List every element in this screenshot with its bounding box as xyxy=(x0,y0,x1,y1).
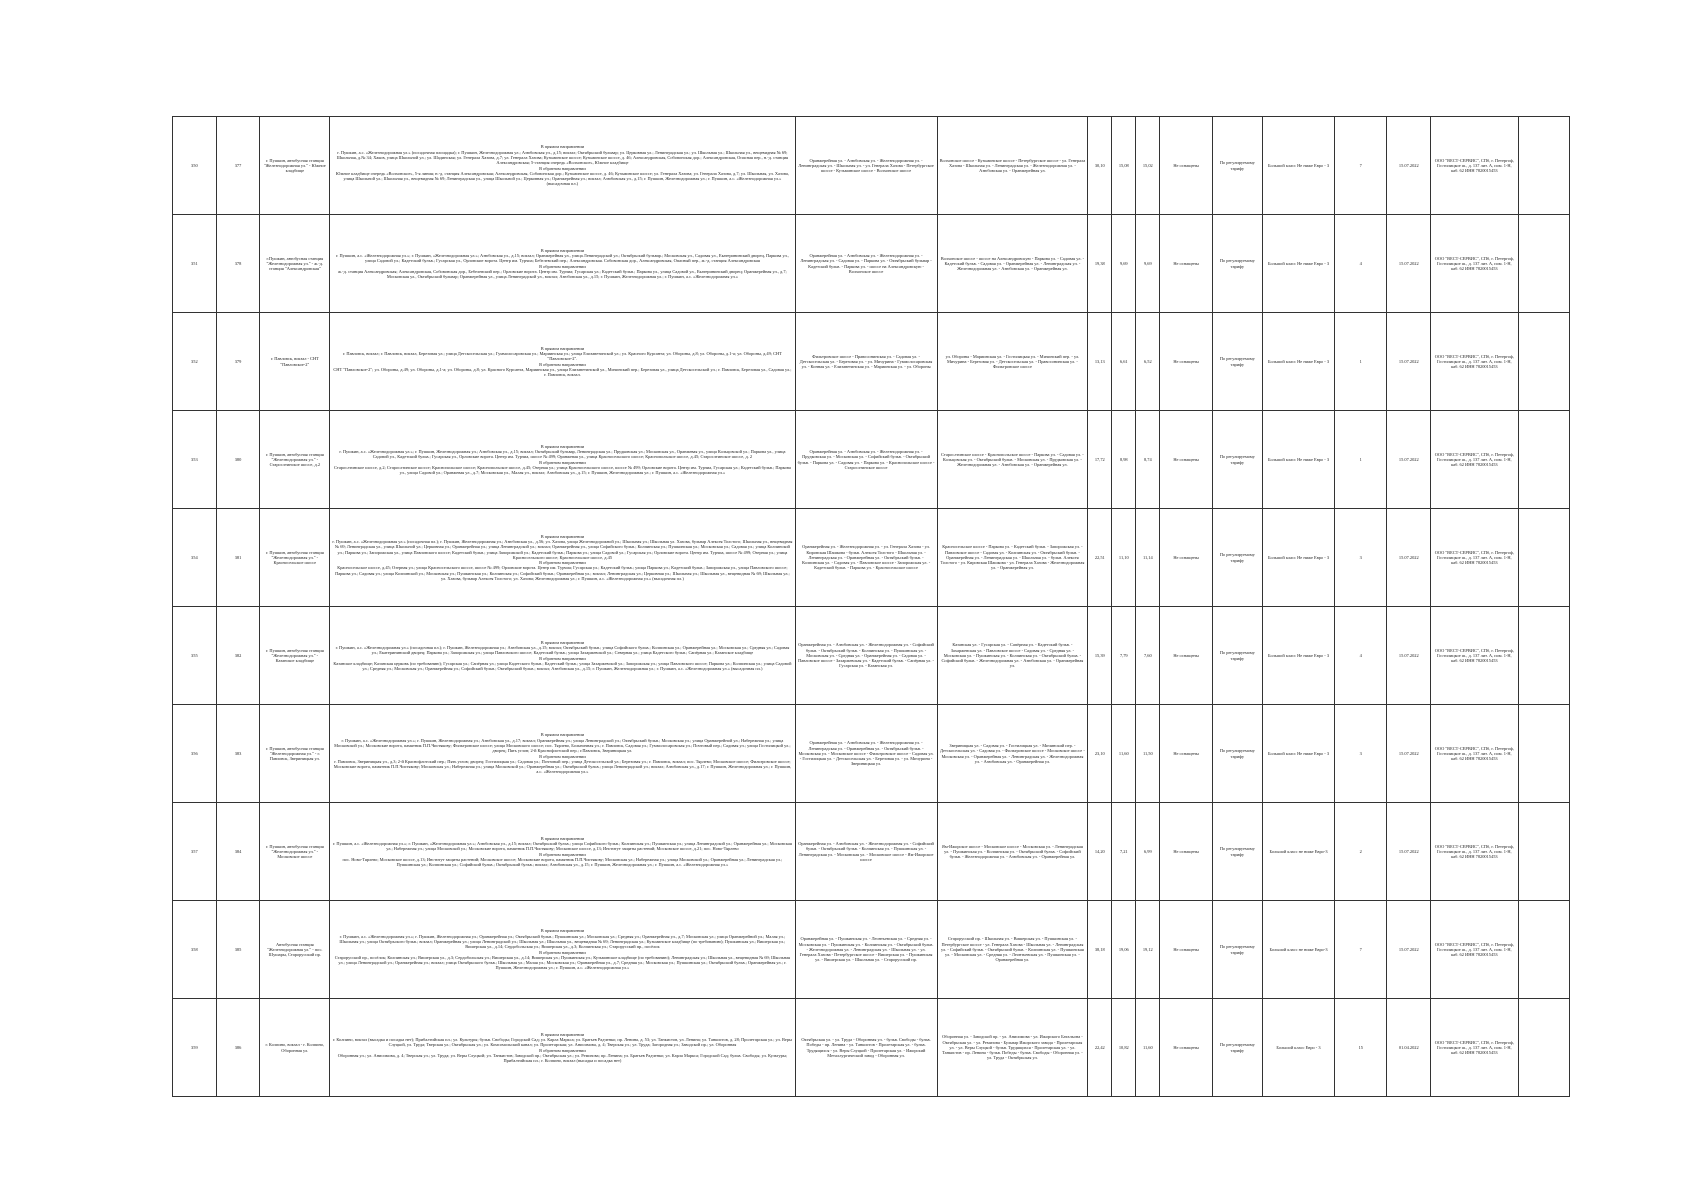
start-date-cell: 15.07.2022 xyxy=(1387,509,1431,607)
distance-forward-cell: 11,60 xyxy=(1112,705,1136,803)
streets-backward-cell: Волхонское шоссе - Кузьминское шоссе - Петербургское шоссе - ул. Генерала Хазова - Школьная ул. - Ленинградская ул. - Железнодорожная ул. - Азюбовская ул. - Оранжерейная ул. xyxy=(937,117,1088,215)
route-description-cell xyxy=(330,607,795,705)
tariff-cell: По регулируемому тарифу xyxy=(1212,313,1262,411)
table-row xyxy=(173,607,1570,705)
distance-forward-cell: 10,82 xyxy=(1112,999,1136,1097)
tariff-cell: По регулируемому тарифу xyxy=(1212,901,1262,999)
empty-cell xyxy=(1518,313,1569,411)
table-row xyxy=(173,999,1570,1097)
route-forward-text: г. Колпино, вокзал (высадка и посадка нет); Прибалтийская пл.; ул. Культуры; бульв. Свободы; Городской Сад; ул. Карла Маркса; ул. Братьев Радченко; пр. Ленина, д. 53; ул. Танкистов, ул. Ленина; ул. Танкистов, д. 28; Пролетарская ул.; ул. Веры Слуцкой, ул. Труда; Тверская ул.; Октябрьская ул.; ул. Комсомольский канал; ул. Пролетарская; ул. Анисимова, д. 4; Тверская ул.; ул. Труда; Загородная ул.; Заводской пр.; ул. Оборонная xyxy=(332,1036,792,1048)
streets-forward-cell: Оранжерейная ул. - Железнодорожная ул. - ул. Генерала Хазова - ул. Кировская Шашкова - бульв. Алексея Толстого - Школьная ул. - Ленинградская ул. - Оранжерейная ул. - Октябрьский бульв. - Колпинская ул. - Садовая ул. - Павловское шоссе - Запорожская ул. - Кадетский бульв. - Паркова ул. - Красносельское шоссе xyxy=(795,509,937,607)
streets-forward-cell: Оранжерейная ул. - Азюбовская ул. - Железнодорожная ул. - Софийский бульв. - Октябрьский бульв. - Колпинская ул. - Пушкинская ул. - Ленинградская ул. - Московская ул. - Московское шоссе - Ям-Ижорское шоссе xyxy=(795,803,937,901)
stop-equipment-cell: Не оснащены xyxy=(1160,705,1212,803)
vehicle-count-cell: 7 xyxy=(1335,117,1387,215)
empty-cell xyxy=(1518,999,1569,1097)
carrier-cell: ООО "ВЕСТ-СЕРВИС", СПб, г. Петергоф, Гостилицкое ш., д. 137 лит. А, пом. 1-Н, каб. 62 ИНН 7820015453 xyxy=(1431,509,1518,607)
carrier-cell: ООО "ВЕСТ-СЕРВИС", СПб, г. Петергоф, Гостилицкое ш., д. 137 лит. А, пом. 1-Н, каб. 62 ИНН 7820015453 xyxy=(1431,215,1518,313)
route-backward-text: Старослтинское шоссе, д.2; Старослтинское шоссе; Краснопольское шоссе; Краснопольское шоссе, д.45; Озерная ул.; улица Красносельского шоссе, шоссе № 499; Орловские ворота. Центр им. Турчиа, Гусарская ул.; Кадетский бульв.; Паркова ул., улица Садовой ул.; Оранжевая ул., д.7; Московская ул., Малая ул., вокзал; Азюбовская ул., д.15; г. Пушкин, Железнодорожная ул.; г. Пушкин, а.с. «Железнодорожная ул.» xyxy=(334,464,791,476)
route-backward-text: Старорусский пр., посёлок; Колпинская ул.; Вишерская ул., д.3; Сердобольская ул.; Вишерская ул., д.14; Вишерская ул.; Пушкинская ул.; Кузьминское кладбище (по требованию); Ленинградская ул.; Школьная ул., вещевидная № 69; Школьная ул.; улица Ленинградской ул.; Оранжерейная ул.; вокзал; улица Октябрьского бульв.; Школьная ул.; Малая ул.; Московская ул.; Оранжерейная ул., д.7; Средняя ул.; Московская ул.; Пушкинская ул.; Октябрьский бульв.; Оранжерейная ул.; г. Пушкин, Железнодорожная ул.; г. Пушкин, а.с. «Железнодорожная ул.» xyxy=(334,954,791,971)
table-row xyxy=(173,117,1570,215)
vehicle-class-cell: Большой класс Не ниже Евро - 3 xyxy=(1262,117,1334,215)
registration-number-cell: 377 xyxy=(216,117,260,215)
vehicle-count-cell: 4 xyxy=(1335,607,1387,705)
route-name-cell: г. Пушкин, автобусная станция "Железнодорожная ул." - Южное кладбище xyxy=(260,117,330,215)
distance-forward-cell: 19,06 xyxy=(1112,901,1136,999)
streets-forward-cell: Оранжерейная ул. - Азюбовская ул. - Железнодорожная ул. - Ленинградская ул. - Садовая ул. - Паркова ул. - Октябрьский бульвар - Кадетский бульв. - Паркова ул. - шоссе на Александровскую - Волхонское шоссе xyxy=(795,215,937,313)
streets-forward-cell: Оранжерейная ул. - Азюбовская ул. - Железнодорожная ул. - Софийский бульв. - Октябрьский бульв. - Колпинская ул. - Пушкинская ул. - Московская ул. - Средняя ул. - Оранжерейная ул. - Садовая ул. - Павловское шоссе - Захаржевская ул. - Кадетский бульв. - Сапёрная ул. - Гусарская ул. - Казанская ул. xyxy=(795,607,937,705)
start-date-cell: 15.07.2022 xyxy=(1387,607,1431,705)
carrier-cell: ООО "ВЕСТ-СЕРВИС", СПб, г. Петергоф, Гостилицкое ш., д. 137 лит. А, пом. 1-Н, каб. 62 ИНН 7820015453 xyxy=(1431,901,1518,999)
route-name-cell: г. Павловск, вокзал - СНТ "Павловское-2" xyxy=(260,313,330,411)
streets-forward-cell: Октябрьская ул. - ул. Труда - Оборонная ул. - бульв. Свободы - бульв. Победы - пр. Ленина - ул. Танкистов - Пролетарская ул. - бульв. Трудящихся - ул. Веры Слуцкой - Пролетарская ул. - Ижорский Металлургический завод - Оборонная ул. xyxy=(795,999,937,1097)
route-forward-text: г. Пушкин, а.с. «Железнодорожная ул.» (посадочная пл.); г. Пушкин, Железнодорожная ул.; Азюбовская ул., д.15; вокзал; Октябрьский бульв.; улица Софийского бульв.; Колпинская ул.; Оранжерейная ул.; Московская ул.; Средняя ул.; Садовая ул.; Екатерининский дворец; Паркова ул.; Запорожская ул.; улица Павловского шоссе; Кадетский бульв.; улица Захаржевской ул.; Северная ул.; улица Кадетского бульв.; Сапёрная ул.; Казанское кладбище xyxy=(335,644,790,656)
tariff-cell: По регулируемому тарифу xyxy=(1212,215,1262,313)
distance-forward-cell: 9,69 xyxy=(1112,215,1136,313)
empty-cell xyxy=(1518,215,1569,313)
distance-total-cell: 17,72 xyxy=(1088,411,1112,509)
route-backward-text: Красносельское шоссе, д.45; Озерная ул.; улица Красносельского шоссе, шоссе № 499; Орловские ворота. Центр им. Турчиа; Гусарская ул.; Кадетский бульв.; улица Паркова ул.; Кадетский бульв.; Запорожская ул., улица Павловского шоссе; Паркова ул.; Садовая ул.; улица Колпинской ул.; Московская ул.; Пушкинская ул.; Колпинская ул.; Софийский бульв.; Оранжерейная ул.; вокзал; Ленинградская ул.; Церковная ул.; Школьная ул.; Школьная ул., вещевидная № 69; Школьная ул.; ул. Хазова, бульвар Алексея Толстого; ул. Хазова; Железнодорожная ул.; г. Пушкин, а.с. «Железнодорожная ул.» (высадочная пл.) xyxy=(335,565,790,582)
route-name-cell: г. Пушкин, автобусная станция "Железнодорожная ул." - Красносельское шоссе xyxy=(260,509,330,607)
stop-equipment-cell: Не оснащены xyxy=(1160,117,1212,215)
vehicle-class-cell: Большой класс Не ниже Евро - 3 xyxy=(1262,509,1334,607)
distance-backward-cell: 11,14 xyxy=(1136,509,1160,607)
route-number-cell: 353 xyxy=(173,411,217,509)
route-backward-text: ж.-д. станция Александровская; Александровская, Собовонская дор., Бебелевский пер.; Орловские ворота. Центр им. Турчиа; Гусарская ул.; Кадетский бульв.; Паркова ул., улица Садовой ул., Екатерининский дворец; Оранжерейная ул., д.7; Московская ул., Октябрьский бульвар; Оранжерейная ул., улица Ленинградской ул., вокзал; Азюбовская ул., д.15; г. Пушкин, Железнодорожная ул.; г. Пушкин, а.с. «Железнодорожная ул.» xyxy=(338,268,787,280)
registration-number-cell: 381 xyxy=(216,509,260,607)
start-date-cell: 15.07.2022 xyxy=(1387,117,1431,215)
registration-number-cell: 379 xyxy=(216,313,260,411)
distance-backward-cell: 8,74 xyxy=(1136,411,1160,509)
route-number-cell: 355 xyxy=(173,607,217,705)
vehicle-class-cell: Большой класс Не ниже Евро - 3 xyxy=(1262,607,1334,705)
route-number-cell: 359 xyxy=(173,999,217,1097)
vehicle-class-cell: Большой класс Не ниже Евро - 3 xyxy=(1262,705,1334,803)
distance-forward-cell: 7,79 xyxy=(1112,607,1136,705)
direction-backward-label: В обратном направлении xyxy=(539,1047,586,1053)
route-name-cell: г. Колпино, вокзал - г. Колпино, Оборонная ул. xyxy=(260,999,330,1097)
direction-forward-label: В прямом направлении xyxy=(540,928,585,934)
direction-forward-label: В прямом направлении xyxy=(540,533,585,539)
distance-backward-cell: 6,99 xyxy=(1136,803,1160,901)
vehicle-class-cell: Большой класс Не ниже Евро - 3 xyxy=(1262,313,1334,411)
direction-forward-label: В прямом направлении xyxy=(540,1031,585,1037)
route-backward-text: СНТ "Павловское-2"; ул. Обороны, д.49; ул. Обороны, д.1-а; ул. Обороны, д.8; ул. Красного Курсанта, Мариинская ул., улица Елизаветинской ул., Мичинский пер.; Березовая ул., улица Детскосельской ул.; г. Павловск, Березовая ул., Садовая ул.; г. Павловск, вокзал. xyxy=(333,366,792,378)
empty-cell xyxy=(1518,509,1569,607)
distance-backward-cell: 6,52 xyxy=(1136,313,1160,411)
streets-forward-cell: Оранжерейная ул. - Азюбовская ул. - Железнодорожная ул. - Ленинградская ул. - Оранжерейная ул. - Октябрьский бульв. - Московская ул. - Московское шоссе - Фильтровское шоссе - Садовая ул. - Гостилицкая ул. - Детскосельская ул. - Березовая ул. - ул. Мичурина - Звериницкая ул. xyxy=(795,705,937,803)
registration-number-cell: 385 xyxy=(216,901,260,999)
route-description-cell xyxy=(330,705,795,803)
direction-backward-label: В обратном направлении xyxy=(539,655,586,661)
route-description-cell xyxy=(330,901,795,999)
route-description-cell xyxy=(330,313,795,411)
carrier-cell: ООО "ВЕСТ-СЕРВИС", СПб, г. Петергоф, Гостилицкое ш., д. 137 лит. А, пом. 1-Н, каб. 62 ИНН 7820015453 xyxy=(1431,803,1518,901)
tariff-cell: По регулируемому тарифу xyxy=(1212,509,1262,607)
vehicle-count-cell: 4 xyxy=(1335,215,1387,313)
start-date-cell: 15.07.2022 xyxy=(1387,901,1431,999)
vehicle-class-cell: Большой класс не ниже Евро-3 xyxy=(1262,901,1334,999)
start-date-cell: 15.07.2022 xyxy=(1387,411,1431,509)
vehicle-count-cell: 2 xyxy=(1335,803,1387,901)
direction-backward-label: В обратном направлении xyxy=(539,165,586,171)
distance-total-cell: 22,51 xyxy=(1088,509,1112,607)
route-number-cell: 352 xyxy=(173,313,217,411)
streets-forward-cell: Оранжерейная ул. - Азюбовская ул. - Железнодорожная ул. - Прудковская ул. - Московская ул. - Софийский бульв. - Октябрьский бульв. - Паркова ул. - Садовая ул. - Паркова ул. - Краснопольское шоссе - Старослтинское шоссе xyxy=(795,411,937,509)
distance-total-cell: 38,18 xyxy=(1088,901,1112,999)
route-backward-text: г. Павловск, Звериницкая ул., д.3; 2-й Краснофлотский пер.; Пять углов; дворец; Гостилицкая ул.; Садовая ул.; Почтовый пер.; улица Детскосельской ул.; Березовая ул.; г. Павловск, вокзал; пос. Тярлево; Московское шоссе; Фильтровское шоссе; Московские ворота, памятник П.П.Чистякову; Московская ул.; Набережная ул.; улица Московской ул.; Оранжерейная ул.; Октябрьский бульв.; улица Ленинградской ул.; вокзал; Азюбовская ул., д.17; г. Пушкин, Железнодорожная ул.; г. Пушкин, а.с. «Железнодорожная ул.» xyxy=(333,758,792,775)
direction-backward-label: В обратном направлении xyxy=(539,753,586,759)
empty-cell xyxy=(1518,607,1569,705)
route-forward-text: г. Пушкин, а.с. «Железнодорожная ул.»; г. Пушкин, «Железнодорожная ул.»; Азюбовская ул., д.15; вокзал; Оранжерейная ул., улица Ленинградской ул.; Октябрьский бульвар.; Московская ул., Садовая ул., Екатерининский дворец, Паркова ул., улица Садовой ул.; Кадетский бульв.; Гусарская ул., Орловские ворота. Центр им. Турчиа; Бебелевский пер.; Александровская. Собовонская дор., Александровская, Опасный пер., ж.-д. станция Александровская xyxy=(335,252,789,264)
route-name-cell: г. Пушкин, автобусная станция "Железнодорожная ул." - г. Павловск, Звериницкая ул. xyxy=(260,705,330,803)
table-row xyxy=(173,313,1570,411)
registration-number-cell: 384 xyxy=(216,803,260,901)
distance-backward-cell: 11,60 xyxy=(1136,999,1160,1097)
direction-forward-label: В прямом направлении xyxy=(540,835,585,841)
registry-body xyxy=(173,117,1570,1097)
distance-total-cell: 30,10 xyxy=(1088,117,1112,215)
direction-backward-label: В обратном направлении xyxy=(539,851,586,857)
route-description-cell xyxy=(330,411,795,509)
streets-backward-cell: Оборонная ул. - Заводской пр. - ул. Анисимова - ул. Ижорского Батальона - Октябрьская ул. - ул. Ремизова - Бульвар Ижорского завода - Пролетарская ул. - ул. Веры Слуцкой - бульв. Трудящихся - Пролетарская ул. - ул. Танкистов - пр. Ленина - бульв. Победы - бульв. Свободы - Оборонная ул. - ул. Труда - Октябрьская ул. xyxy=(937,999,1088,1097)
empty-cell xyxy=(1518,117,1569,215)
distance-backward-cell: 7,60 xyxy=(1136,607,1160,705)
stop-equipment-cell: Не оснащены xyxy=(1160,803,1212,901)
vehicle-count-cell: 1 xyxy=(1335,313,1387,411)
distance-backward-cell: 9,69 xyxy=(1136,215,1160,313)
start-date-cell: 01.04.2022 xyxy=(1387,999,1431,1097)
distance-forward-cell: 11,10 xyxy=(1112,509,1136,607)
direction-backward-label: В обратном направлении xyxy=(539,459,586,465)
registration-number-cell: 383 xyxy=(216,705,260,803)
direction-forward-label: В прямом направлении xyxy=(540,144,585,150)
carrier-cell: ООО "ВЕСТ-СЕРВИС", СПб, г. Петергоф, Гостилицкое ш., д. 137 лит. А, пом. 1-Н, каб. 62 ИНН 7820015453 xyxy=(1431,411,1518,509)
route-number-cell: 350 xyxy=(173,117,217,215)
registration-number-cell: 382 xyxy=(216,607,260,705)
direction-forward-label: В прямом направлении xyxy=(540,732,585,738)
distance-backward-cell: 19,12 xyxy=(1136,901,1160,999)
distance-total-cell: 23,10 xyxy=(1088,705,1112,803)
vehicle-class-cell: Большой класс не ниже Евро-3 xyxy=(1262,803,1334,901)
direction-backward-label: В обратном направлении xyxy=(539,949,586,955)
stop-equipment-cell: Не оснащены xyxy=(1160,411,1212,509)
stop-equipment-cell: Не оснащены xyxy=(1160,313,1212,411)
streets-backward-cell: Волхонское шоссе - шоссе на Александровскую - Паркова ул. - Садовая ул. - Кадетский бульв. - Садовая ул. - Оранжерейная ул. - Ленинградская ул. - Железнодорожная ул. - Азюбовская ул. - Оранжерейная ул. xyxy=(937,215,1088,313)
vehicle-class-cell: Большой класс Не ниже Евро - 3 xyxy=(1262,215,1334,313)
distance-forward-cell: 6,61 xyxy=(1112,313,1136,411)
registration-number-cell: 386 xyxy=(216,999,260,1097)
distance-total-cell: 19,38 xyxy=(1088,215,1112,313)
route-forward-text: г. Пушкин, а.с. «Железнодорожная ул.»; г. Пушкин, Железнодорожная ул.; Азюбовская ул., д.17; вокзал; Оранжерейная ул.; улица Ленинградской ул.; Октябрьский бульв.; Московская ул.; улица Оранжерейной ул.; Набережная ул.; улица Московской ул.; Московские ворота, памятник П.П.Чистякову; Фильтровское шоссе; улица Московского шоссе; пос. Тярлево, Больничная ул.; г. Павловск, Садовая ул.; Гуммолосаровская ул.; Почтовый пер.; Садовая ул.; улица Гостилицкой ул.; дворец; Пять углов; 2-й Краснофлотский пер.; г.Павловск, Звериницкая ул. xyxy=(334,737,791,754)
distance-forward-cell: 8,98 xyxy=(1112,411,1136,509)
streets-backward-cell: Красносельское шоссе - Паркова ул. - Кадетский бульв. - Запорожская ул. - Павловское шоссе - Садовая ул. - Колпинская ул. - Октябрьский бульв. - Оранжерейная ул. - Ленинградская ул. - Школьная ул. - бульв. Алексея Толстого - ул. Кировская Шашкова - ул. Генерала Хазова - Железнодорожная ул. - Оранжерейная ул. xyxy=(937,509,1088,607)
streets-backward-cell: Казанская ул. - Гусарская ул. - Сапёрная ул. - Кадетский бульв. - Захаржевская ул. - Павловское шоссе - Садовая ул. - Средняя ул. - Московская ул. - Пушкинская ул. - Колпинская ул. - Октябрьский бульв. - Софийский бульв. - Железнодорожная ул. - Азюбовская ул. - Оранжерейная ул. xyxy=(937,607,1088,705)
tariff-cell: По регулируемому тарифу xyxy=(1212,607,1262,705)
route-name-cell: г. Пушкин, автобусная станция "Железнодорожная ул." - Казанское кладбище xyxy=(260,607,330,705)
vehicle-count-cell: 15 xyxy=(1335,999,1387,1097)
route-number-cell: 358 xyxy=(173,901,217,999)
distance-total-cell: 15,39 xyxy=(1088,607,1112,705)
distance-total-cell: 13,13 xyxy=(1088,313,1112,411)
tariff-cell: По регулируемому тарифу xyxy=(1212,803,1262,901)
direction-backward-label: В обратном направлении xyxy=(539,560,586,566)
table-row xyxy=(173,509,1570,607)
vehicle-class-cell: Большой класс Не ниже Евро - 3 xyxy=(1262,411,1334,509)
route-forward-text: г. Пушкин, а.с. «Железнодорожная ул.»; г. Пушкин, «Железнодорожная ул.»; Азюбовская ул., д.15; вокзал; Октябрьский бульв.; улица Софийского бульв.; Колпинская ул.; Пушкинская ул.; улица Ленинградской ул.; Оранжерейная ул.; Московская ул.; Набережная ул.; улица Московской ул.; Московские ворота, памятник П.П.Чистякову; Московское шоссе, д.13; Институт защиты растений; Московское шоссе, д.21; пос. Ново-Тярлево xyxy=(332,840,792,852)
streets-backward-cell: ул. Обороны - Мариинская ул. - Гостилицкая ул. - Мичинский пер. - ул. Мичурина - Березовая ул. - Детскосельская ул. - Правосонинская ул. - Фильтровское шоссе xyxy=(937,313,1088,411)
start-date-cell: 15.07.2022 xyxy=(1387,803,1431,901)
carrier-cell: ООО "ВЕСТ-СЕРВИС", СПб, г. Петергоф, Гостилицкое ш., д. 137 лит. А, пом. 1-Н, каб. 62 ИНН 7820015453 xyxy=(1431,607,1518,705)
vehicle-count-cell: 7 xyxy=(1335,901,1387,999)
distance-backward-cell: 11,50 xyxy=(1136,705,1160,803)
route-description-cell xyxy=(330,999,795,1097)
streets-forward-cell: Оранжерейная ул. - Пушкинская ул. - Леонтьевская ул. - Средняя ул. - Московская ул. - Пушкинская ул. - Колпинская ул. - Октябрьский бульв. - Железнодорожная ул. - Ленинградская ул. - Школьная ул. - ул. Генерала Хазова - Петербургское шоссе - Вишерская ул. - Пушкинская ул. - Вишерская ул. - Школьная ул. - Старорусский пр. xyxy=(795,901,937,999)
start-date-cell: 15.07.2022 xyxy=(1387,313,1431,411)
tariff-cell: По регулируемому тарифу xyxy=(1212,705,1262,803)
vehicle-count-cell: 3 xyxy=(1335,705,1387,803)
route-number-cell: 357 xyxy=(173,803,217,901)
direction-backward-label: В обратном направлении xyxy=(539,263,586,269)
streets-backward-cell: Старослтинское шоссе - Краснопольское шоссе - Паркова ул. - Садовая ул. - Кольцовская ул. - Октябрьский бульв. - Московская ул. - Прудковская ул. - Железнодорожная ул. - Азюбовская ул. - Оранжерейная ул. xyxy=(937,411,1088,509)
streets-backward-cell: Старорусский пр. - Школьная ул. - Вишерская ул. - Пушкинская ул. - Петербургское шоссе - ул. Генерала Хазова - Школьная ул. - Ленинградская ул. - Софийский бульв. - Октябрьский бульв. - Колпинская ул. - Пушкинская ул. - Московская ул. - Средняя ул. - Леонтьевская ул. - Пушкинская ул. - Оранжерейная ул. xyxy=(937,901,1088,999)
direction-forward-label: В прямом направлении xyxy=(540,345,585,351)
direction-backward-label: В обратном направлении xyxy=(539,361,586,367)
carrier-cell: ООО "ВЕСТ-СЕРВИС", СПб, г. Петергоф, Гостилицкое ш., д. 137 лит. А, пом. 1-Н, каб. 62 ИНН 7820015453 xyxy=(1431,999,1518,1097)
route-forward-text: г. Пушкин, а.с. «Железнодорожная ул.»; г. Пушкин, Железнодорожная ул.; Оранжерейная ул.; Октябрьский бульв.; Пушкинская ул.; Московская ул.; Средняя ул.; Оранжерейная ул., д.7; Московская ул.; улица Оранжерейной ул.; Малая ул.; Школьная ул.; улица Октябрьского бульв.; вокзал; Оранжерейная ул.; улица Ленинградской ул.; Школьная ул.; Школьная ул., вещевидная № 69; Ленинградская ул.; Кузьминское кладбище (по требованию); Пушкинская ул.; Вишерская ул.; Вишерская ул., д.14; Сердобольская ул.; Вишерская ул., д.3; Колпинская ул.; Старорусский пр., посёлок xyxy=(339,933,786,950)
route-registry-table xyxy=(172,116,1570,1097)
table-row xyxy=(173,705,1570,803)
route-backward-text: Оборонная ул.; ул. Анисимова, д. 4; Тверская ул.; ул. Труда; ул. Веры Слуцкой; ул. Танкистов; Заводской пр.; Октябрьская ул.; ул. Ремизова; пр. Ленина; ул. Братьев Радченко; ул. Карла Маркса; Городской Сад; бульв. Свободы; ул. Культуры; Прибалтийская пл.; г. Колпино, вокзал (высадка и посадка нет) xyxy=(337,1052,788,1064)
direction-forward-label: В прямом направлении xyxy=(540,247,585,253)
route-forward-text: г. Пушкин, а.с. «Железнодорожная ул.»; г. Пушкин, Железнодорожная ул.; Азюбовская ул., д.15; вокзал; Октябрьский бульвар, Ленинградская ул.; Прудковская ул.; Московская ул., Оранжевая ул., улица Кольцовской ул.; Паркова ул., улица Садовой ул., Кадетский бульв.; Гусарская ул., Орловские ворота. Центр им. Турчиа, шоссе № 499; Оранжевая ул., улица Красносельского шоссе; Краснопольское шоссе, д.45; Старослтинское шоссе, д. 2 xyxy=(339,448,786,460)
distance-total-cell: 14,20 xyxy=(1088,803,1112,901)
empty-cell xyxy=(1518,803,1569,901)
route-name-cell: Автобусная станция "Железнодорожная ул." - пос. Шушары, Старорусский пр. xyxy=(260,901,330,999)
start-date-cell: 15.07.2022 xyxy=(1387,215,1431,313)
table-row xyxy=(173,411,1570,509)
table-row xyxy=(173,215,1570,313)
stop-equipment-cell: Не оснащены xyxy=(1160,509,1212,607)
streets-backward-cell: Звериницкая ул. - Садовая ул. - Гостилицкая ул. - Мичинский пер. - Детскосельская ул. - Садовая ул. - Фильтровское шоссе - Московское шоссе - Московская ул. - Оранжерейная ул. - Ленинградская ул. - Железнодорожная ул. - Азюбовская ул. - Оранжерейная ул. xyxy=(937,705,1088,803)
stop-equipment-cell: Не оснащены xyxy=(1160,215,1212,313)
empty-cell xyxy=(1518,901,1569,999)
streets-forward-cell: Оранжерейная ул. - Азюбовская ул. - Железнодорожная ул. - Ленинградская ул. - Школьная ул. - ул. Генерала Хазова - Петербургское шоссе - Кузьминское шоссе - Волхонское шоссе xyxy=(795,117,937,215)
distance-backward-cell: 15,02 xyxy=(1136,117,1160,215)
route-description-cell xyxy=(330,803,795,901)
distance-forward-cell: 15,08 xyxy=(1112,117,1136,215)
route-backward-text: Казанское кладбище; Казанская церковь (по требованию); Гусарская ул.; Сапёрная ул.; улица Кадетского бульв.; Кадетский бульв.; улица Захаржевской ул.; Запорожская ул.; улица Павловского шоссе; Паркова ул.; Колпинская ул.; улица Садовой ул.; Средняя ул.; Московская ул.; Оранжерейная ул.; Софийский бульв.; Октябрьский бульв.; вокзал; Азюбовская ул., д.15; г. Пушкин, Железнодорожная ул.; г. Пушкин, а.с. «Железнодорожная ул.» (высадочная пл.) xyxy=(333,660,792,672)
route-forward-text: г. Павловск, вокзал; г. Павловск, вокзал, Березовая ул.; улица Детскосельская ул.; Гуммолосаровская ул.; Мариинская ул.; улица Елизаветинской ул.; ул. Красного Курсанта; ул. Обороны, д.8; ул. Обороны, д.1-а; ул. Обороны, д.49; СНТ "Павловское-2". xyxy=(342,350,782,362)
route-backward-text: пос. Ново-Тярлево; Московское шоссе, д.13; Институт защиты растений; Московское шоссе; Московские ворота, памятник П.П.Чистякову; Московская ул.; Набережная ул.; улица Московской ул.; Оранжерейная ул.; Ленинградская ул.; Пушкинская ул.; Колпинская ул.; Софийский бульв.; Октябрьский бульв.; вокзал; Азюбовская ул., д.15; г. Пушкин, Железнодорожная ул.; г. Пушкин, а.с. «Железнодорожная ул.» xyxy=(342,856,783,868)
route-number-cell: 356 xyxy=(173,705,217,803)
route-backward-text: Южное кладбище очередь «Волхонское», 5-я линия; н.-д. станция Александровская; Александровская, Собовонская дор.; Кузьминское шоссе, д. 46; Кузьминское шоссе; ул. Генерала Хазова; ул. Генерала Хазова, д.7; ул. Школьная, ул. Хазова, улица Школьной ул.; Школьная ул., вещевидная № 69; Ленинградская ул., улица Школьной ул.; Церковная ул.; Оранжерейная ул.; вокзал; Азюбовская ул., д.15; г. Пушкин, Железнодорожная ул.; г. Пушкин, а.с. «Железнодорожная ул.» (высадочная пл.) xyxy=(335,170,789,187)
distance-total-cell: 22,42 xyxy=(1088,999,1112,1097)
direction-forward-label: В прямом направлении xyxy=(540,443,585,449)
route-number-cell: 354 xyxy=(173,509,217,607)
vehicle-count-cell: 3 xyxy=(1335,509,1387,607)
route-name-cell: г.Пушкин, автобусная станция "Железнодорожная ул." - ж.-д. станция "Александровская" xyxy=(260,215,330,313)
route-name-cell: г. Пушкин, автобусная станция "Железнодорожная ул." - Московское шоссе xyxy=(260,803,330,901)
empty-cell xyxy=(1518,411,1569,509)
carrier-cell: ООО "ВЕСТ-СЕРВИС", СПб, г. Петергоф, Гостилицкое ш., д. 137 лит. А, пом. 1-Н, каб. 62 ИНН 7820015453 xyxy=(1431,705,1518,803)
stop-equipment-cell: Не оснащены xyxy=(1160,607,1212,705)
start-date-cell: 15.07.2022 xyxy=(1387,705,1431,803)
carrier-cell: ООО "ВЕСТ-СЕРВИС", СПб, г. Петергоф, Гостилицкое ш., д. 137 лит. А, пом. 1-Н, каб. 62 ИНН 7820015453 xyxy=(1431,117,1518,215)
direction-forward-label: В прямом направлении xyxy=(540,639,585,645)
route-description-cell xyxy=(330,215,795,313)
route-forward-text: г. Пушкин, а.с. «Железнодорожная ул.» (посадочная площадка); г. Пушкин, Железнодорожная ул.; Азюбовская ул., д.15; вокзал; Октябрьский бульвар; ул. Церковная ул.; Ленинградская ул.; ул. Школьная ул.; Школьная ул., вещевидная № 69; Школьная, д.№ 34; Хаков, улица Школьной ул.; ул. Шадинская; ул. Генерала Хазова, д.7; ул. Генерала Хазова; Кузьминское шоссе; Кузьминское шоссе, д. 46; Александровская, Собовонская дор.; Александровская, Опасная пер., н.-д. станция Александровская; 5-станция очередь «Волхонское», Южное кладбище xyxy=(336,149,789,166)
tariff-cell: По регулируемому тарифу xyxy=(1212,411,1262,509)
carrier-cell: ООО "ВЕСТ-СЕРВИС", СПб, г. Петергоф, Гостилицкое ш., д. 137 лит. А, пом. 1-Н, каб. 62 ИНН 7820015453 xyxy=(1431,313,1518,411)
streets-backward-cell: Ям-Ижорское шоссе - Московское шоссе - Московская ул. - Ленинградская ул. - Пушкинская ул. - Колпинская ул. - Октябрьский бульв. - Софийский бульв. - Железнодорожная ул. - Азюбовская ул. - Оранжерейная ул. xyxy=(937,803,1088,901)
tariff-cell: По регулируемому тарифу xyxy=(1212,117,1262,215)
streets-forward-cell: Фильтровское шоссе - Правосонинская ул. - Садовая ул. - Детскосельская ул. - Березовая ул. - ул. Мичурина - Гуммолосаровская ул. - Конная ул. - Елизаветинская ул. - Мариинская ул. - ул. Обороны xyxy=(795,313,937,411)
stop-equipment-cell: Не оснащены xyxy=(1160,999,1212,1097)
vehicle-class-cell: Большой класс Евро - 3 xyxy=(1262,999,1334,1097)
registration-number-cell: 378 xyxy=(216,215,260,313)
table-row xyxy=(173,803,1570,901)
route-forward-text: г. Пушкин, а.с. «Железнодорожная ул.» (посадочная пл.); г. Пушкин, Железнодорожная ул.; Азюбовская ул., д.56; ул. Хазова, улица Железнодорожной ул.; Школьная ул.; Школьная ул. Хазова, бульвар Алексея Толстого; Школьная ул., вещевидная № 69; Ленинградская ул., улица Школьной ул.; Церковная ул.; Оранжерейная ул.; улица Ленинградской ул.; вокзал; Оранжерейная ул., улица Софийского бульв.; Колпинская ул.; Пушкинская ул.; Московская ул.; Садовая ул.; улица Колпинской ул.; Паркова ул.; Запорожская ул., улица Павловского шоссе; Кадетский бульв.; улица Запорожской ул.; Кадетский бульв.; Паркова ул.; улица Садовой ул.; Гусарская ул.; Орловские ворота. Центр им. Турчиа, шоссе № 499; Озерная ул.; улица Красносельского шоссе; Красносельское шоссе, д.45 xyxy=(332,538,793,560)
route-description-cell xyxy=(330,117,795,215)
vehicle-count-cell: 1 xyxy=(1335,411,1387,509)
route-name-cell: г. Пушкин, автобусная станция "Железнодорожная ул." - Старослтинское шоссе, д.2 xyxy=(260,411,330,509)
route-number-cell: 351 xyxy=(173,215,217,313)
empty-cell xyxy=(1518,705,1569,803)
registration-number-cell: 380 xyxy=(216,411,260,509)
distance-forward-cell: 7,21 xyxy=(1112,803,1136,901)
table-row xyxy=(173,901,1570,999)
stop-equipment-cell: Не оснащены xyxy=(1160,901,1212,999)
route-description-cell xyxy=(330,509,795,607)
tariff-cell: По регулируемому тарифу xyxy=(1212,999,1262,1097)
